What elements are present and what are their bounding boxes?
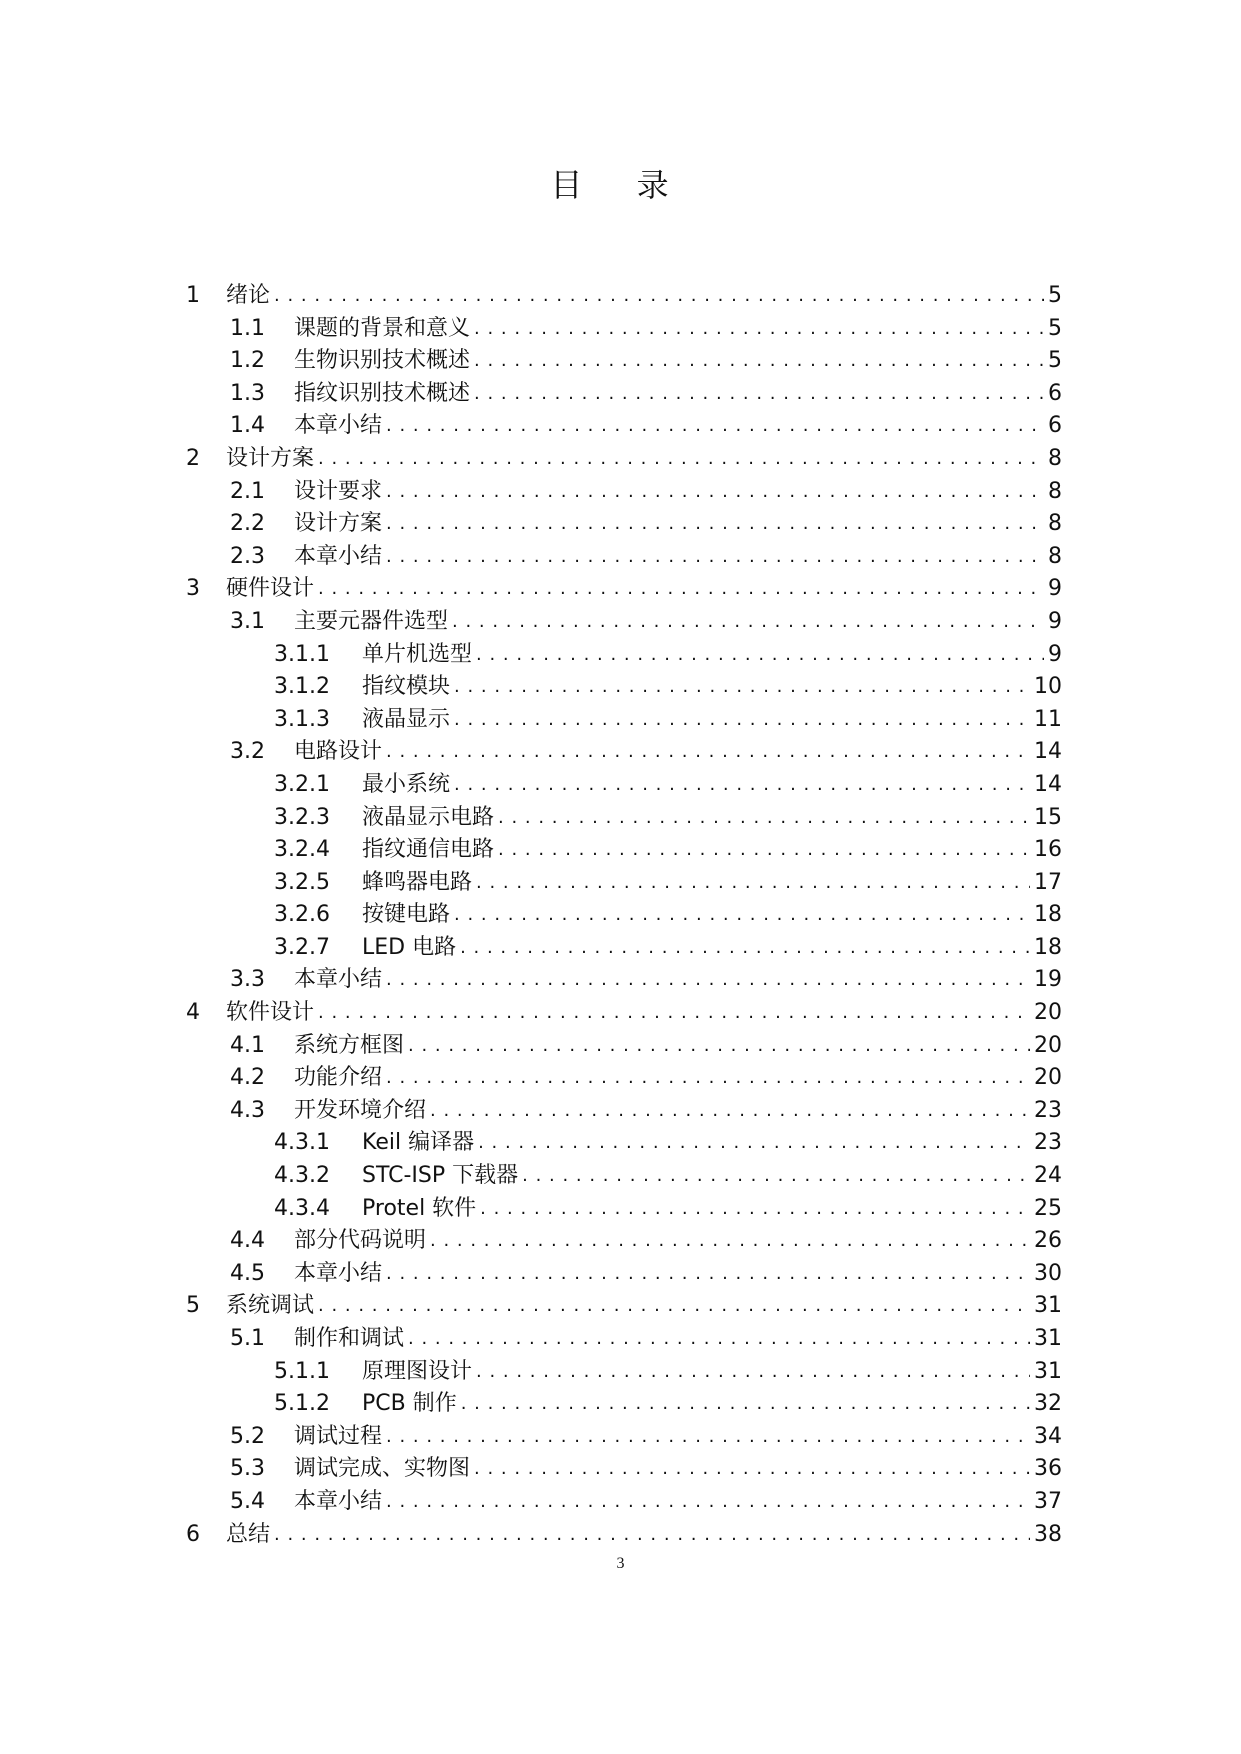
toc-entry-page: 8: [1048, 543, 1062, 569]
toc-entry[interactable]: [186, 606, 1062, 639]
toc-entry[interactable]: [186, 1290, 1062, 1323]
dot-leader: [318, 1290, 1030, 1323]
toc-entry-page: 5: [1048, 348, 1062, 374]
page-title: 目 录: [550, 166, 691, 204]
toc-entry-page: 38: [1034, 1521, 1062, 1547]
toc-entry-page: 34: [1034, 1423, 1062, 1449]
toc-entry-title: 最小系统: [362, 771, 451, 797]
toc-entry-number: 2: [186, 445, 200, 471]
toc-entry-page: 16: [1034, 837, 1062, 863]
toc-entry-page: 24: [1034, 1163, 1062, 1189]
toc-entry[interactable]: [186, 704, 1062, 737]
toc-entry-title: 硬件设计: [226, 576, 315, 602]
toc-entry[interactable]: [186, 1062, 1062, 1095]
toc-entry-page: 37: [1034, 1488, 1062, 1514]
toc-entry-title: 按键电路: [362, 902, 451, 928]
toc-entry-number: 3.2.4: [274, 837, 330, 863]
toc-entry-page: 8: [1048, 445, 1062, 471]
toc-entry-title: 单片机选型: [362, 641, 473, 667]
dot-leader: [480, 1193, 1030, 1226]
toc-entry[interactable]: [186, 1388, 1062, 1421]
toc-entry-number: 5.4: [230, 1488, 265, 1514]
toc-entry[interactable]: [186, 867, 1062, 900]
toc-entry-page: 9: [1048, 576, 1062, 602]
toc-entry-number: 5.1.2: [274, 1391, 330, 1417]
toc-entry-title: 本章小结: [294, 413, 383, 439]
dot-leader: [274, 1519, 1030, 1552]
toc-entry[interactable]: [186, 541, 1062, 574]
dot-leader: [460, 932, 1030, 965]
toc-entry[interactable]: [186, 1486, 1062, 1519]
toc-entry-page: 17: [1034, 869, 1062, 895]
toc-entry-number: 4.4: [230, 1228, 265, 1254]
dot-leader: [386, 410, 1044, 443]
toc-entry[interactable]: [186, 1127, 1062, 1160]
dot-leader: [474, 313, 1044, 346]
toc-entry-page: 5: [1048, 283, 1062, 308]
toc-entry-number: 5.3: [230, 1456, 265, 1482]
toc-entry-page: 9: [1048, 608, 1062, 634]
toc-entry-title: 设计方案: [294, 511, 383, 537]
dot-leader: [430, 1225, 1030, 1258]
toc-entry-title: 本章小结: [294, 967, 383, 993]
toc-entry-number: 4.3.4: [274, 1195, 330, 1221]
toc-entry-number: 3.2: [230, 739, 265, 765]
dot-leader: [318, 443, 1044, 476]
toc-entry[interactable]: [186, 671, 1062, 704]
dot-leader: [386, 964, 1030, 997]
dot-leader: [386, 508, 1044, 541]
dot-leader: [386, 1062, 1030, 1095]
toc-entry-number: 2.1: [230, 478, 265, 504]
toc-entry-title: 原理图设计: [362, 1358, 473, 1384]
toc-entry[interactable]: [186, 313, 1062, 346]
toc-entry-number: 4.3: [230, 1097, 265, 1123]
toc-entry-page: 25: [1034, 1195, 1062, 1221]
dot-leader: [478, 1127, 1030, 1160]
toc-entry-number: 4.1: [230, 1032, 265, 1058]
toc-entry-title: 主要元器件选型: [294, 608, 449, 634]
toc-entry-page: 31: [1034, 1358, 1062, 1384]
toc-entry-page: 18: [1034, 934, 1062, 960]
toc-entry[interactable]: [186, 345, 1062, 378]
toc-entry-title: 系统调试: [226, 1293, 315, 1319]
dot-leader: [386, 1486, 1030, 1519]
toc-entry[interactable]: [186, 1030, 1062, 1063]
dot-leader: [386, 541, 1044, 574]
toc-entry-number: 2.3: [230, 543, 265, 569]
dot-leader: [476, 1356, 1030, 1389]
dot-leader: [408, 1323, 1030, 1356]
toc-entry-title: 调试过程: [294, 1423, 383, 1449]
toc-entry-number: 4.2: [230, 1065, 265, 1091]
toc-entry-title: 本章小结: [294, 1488, 383, 1514]
toc-entry-title: 课题的背景和意义: [294, 315, 471, 341]
toc-entry[interactable]: [186, 280, 1062, 313]
toc-entry-title: 生物识别技术概述: [294, 348, 471, 374]
toc-entry[interactable]: [186, 1258, 1062, 1291]
toc-entry-page: 10: [1034, 674, 1062, 700]
dot-leader: [386, 476, 1044, 509]
toc-entry-title: 开发环境介绍: [294, 1097, 427, 1123]
toc-entry[interactable]: [186, 802, 1062, 835]
toc-entry-title: Keil 编译器: [362, 1130, 475, 1156]
toc-entry-title: 软件设计: [226, 1000, 315, 1026]
toc-entry[interactable]: [186, 573, 1062, 606]
toc-entry[interactable]: [186, 736, 1062, 769]
toc-entry-number: 1.3: [230, 380, 265, 406]
toc-entry-page: 11: [1034, 706, 1062, 732]
dot-leader: [461, 1388, 1030, 1421]
toc-entry-title: 电路设计: [294, 739, 383, 765]
toc-entry-page: 20: [1034, 1000, 1062, 1026]
toc-entry-title: 系统方框图: [294, 1032, 405, 1058]
toc-entry[interactable]: [186, 964, 1062, 997]
dot-leader: [386, 1421, 1030, 1454]
toc-entry-page: 6: [1048, 380, 1062, 406]
dot-leader: [454, 704, 1030, 737]
toc-entry-number: 1.4: [230, 413, 265, 439]
toc-entry[interactable]: [186, 476, 1062, 509]
toc-entry-page: 23: [1034, 1097, 1062, 1123]
dot-leader: [318, 573, 1044, 606]
dot-leader: [454, 899, 1030, 932]
toc-entry-number: 3.1: [230, 608, 265, 634]
page-number: 3: [616, 1555, 625, 1572]
toc-entry-page: 23: [1034, 1130, 1062, 1156]
toc-entry[interactable]: [186, 508, 1062, 541]
toc-entry[interactable]: [186, 899, 1062, 932]
toc-entry-number: 4.3.2: [274, 1163, 330, 1189]
dot-leader: [452, 606, 1044, 639]
toc-entry-page: 19: [1034, 967, 1062, 993]
toc-entry-title: 指纹模块: [362, 674, 451, 700]
dot-leader: [318, 997, 1030, 1030]
toc-entry-number: 1.1: [230, 315, 265, 341]
toc-entry-number: 4.3.1: [274, 1130, 330, 1156]
table-of-contents: [186, 280, 1062, 1551]
toc-entry-page: 9: [1048, 641, 1062, 667]
toc-entry-page: 5: [1048, 315, 1062, 341]
dot-leader: [274, 280, 1044, 313]
toc-entry[interactable]: [186, 443, 1062, 476]
toc-entry-number: 3.2.5: [274, 869, 330, 895]
toc-entry-page: 18: [1034, 902, 1062, 928]
dot-leader: [474, 345, 1044, 378]
dot-leader: [498, 834, 1030, 867]
toc-entry-number: 4: [186, 1000, 200, 1026]
toc-entry-page: 14: [1034, 739, 1062, 765]
toc-entry-number: 3.2.7: [274, 934, 330, 960]
toc-entry[interactable]: [186, 410, 1062, 443]
toc-entry-number: 5.1: [230, 1326, 265, 1351]
toc-entry-title: 蜂鸣器电路: [362, 869, 473, 895]
toc-entry-title: PCB 制作: [362, 1391, 457, 1417]
toc-entry[interactable]: [186, 1453, 1062, 1486]
toc-entry-title: 设计方案: [226, 445, 315, 471]
toc-entry-number: 1.2: [230, 348, 265, 374]
toc-entry-title: 指纹识别技术概述: [294, 380, 471, 406]
toc-entry-title: 液晶显示电路: [362, 804, 495, 830]
toc-entry-number: 3.2.1: [274, 771, 330, 797]
toc-entry-page: 20: [1034, 1065, 1062, 1091]
dot-leader: [430, 1095, 1030, 1128]
dot-leader: [386, 736, 1030, 769]
toc-entry[interactable]: [186, 1095, 1062, 1128]
toc-entry-page: 31: [1034, 1326, 1062, 1351]
toc-entry-title: LED 电路: [362, 934, 457, 960]
toc-entry-number: 5.2: [230, 1423, 265, 1449]
toc-entry-number: 1: [186, 283, 200, 308]
toc-entry-number: 3.1.3: [274, 706, 330, 732]
toc-entry-number: 3: [186, 576, 200, 602]
toc-entry-number: 3.1.2: [274, 674, 330, 700]
dot-leader: [386, 1258, 1030, 1291]
toc-entry-number: 3.2.6: [274, 902, 330, 928]
toc-entry-number: 2.2: [230, 511, 265, 537]
toc-entry-title: 部分代码说明: [294, 1228, 427, 1254]
toc-entry-page: 30: [1034, 1260, 1062, 1286]
toc-entry-page: 31: [1034, 1293, 1062, 1319]
toc-entry[interactable]: [186, 834, 1062, 867]
toc-entry[interactable]: [186, 1323, 1062, 1356]
dot-leader: [476, 867, 1030, 900]
toc-entry-page: 8: [1048, 478, 1062, 504]
toc-entry[interactable]: [186, 1160, 1062, 1193]
dot-leader: [476, 639, 1044, 672]
toc-entry-page: 20: [1034, 1032, 1062, 1058]
toc-entry[interactable]: [186, 639, 1062, 672]
toc-entry-page: 6: [1048, 413, 1062, 439]
toc-entry-title: 总结: [226, 1521, 271, 1547]
toc-entry-page: 32: [1034, 1391, 1062, 1417]
dot-leader: [498, 802, 1030, 835]
toc-entry-number: 6: [186, 1521, 200, 1547]
toc-entry-page: 26: [1034, 1228, 1062, 1254]
toc-entry[interactable]: [186, 997, 1062, 1030]
toc-entry-title: 指纹通信电路: [362, 837, 495, 863]
toc-entry-page: 14: [1034, 771, 1062, 797]
toc-entry-title: STC-ISP 下载器: [362, 1163, 519, 1189]
toc-entry[interactable]: [186, 1225, 1062, 1258]
toc-entry-number: 3.1.1: [274, 641, 330, 667]
toc-entry[interactable]: [186, 378, 1062, 411]
dot-leader: [474, 1453, 1030, 1486]
toc-entry-page: 36: [1034, 1456, 1062, 1482]
toc-entry-number: 5.1.1: [274, 1358, 330, 1384]
toc-entry-title: 设计要求: [294, 478, 383, 504]
toc-entry-title: 液晶显示: [362, 706, 451, 732]
toc-entry-title: 本章小结: [294, 543, 383, 569]
toc-entry[interactable]: [186, 1519, 1062, 1552]
toc-entry[interactable]: [186, 769, 1062, 802]
toc-entry[interactable]: [186, 1356, 1062, 1389]
toc-entry-page: 15: [1034, 804, 1062, 830]
dot-leader: [522, 1160, 1030, 1193]
toc-entry-title: 功能介绍: [294, 1065, 383, 1091]
toc-entry-title: 本章小结: [294, 1260, 383, 1286]
toc-entry-title: 调试完成、实物图: [294, 1456, 471, 1482]
dot-leader: [454, 769, 1030, 802]
toc-entry-page: 8: [1048, 511, 1062, 537]
toc-entry[interactable]: [186, 932, 1062, 965]
toc-entry-number: 5: [186, 1293, 200, 1319]
toc-entry-number: 4.5: [230, 1260, 265, 1286]
toc-entry-number: 3.3: [230, 967, 265, 993]
toc-entry-title: 绪论: [226, 283, 271, 308]
toc-entry[interactable]: [186, 1421, 1062, 1454]
toc-entry-number: 3.2.3: [274, 804, 330, 830]
toc-entry-title: 制作和调试: [294, 1326, 405, 1351]
dot-leader: [474, 378, 1044, 411]
toc-entry-title: Protel 软件: [362, 1195, 477, 1221]
dot-leader: [454, 671, 1030, 704]
toc-entry[interactable]: [186, 1193, 1062, 1226]
dot-leader: [408, 1030, 1030, 1063]
